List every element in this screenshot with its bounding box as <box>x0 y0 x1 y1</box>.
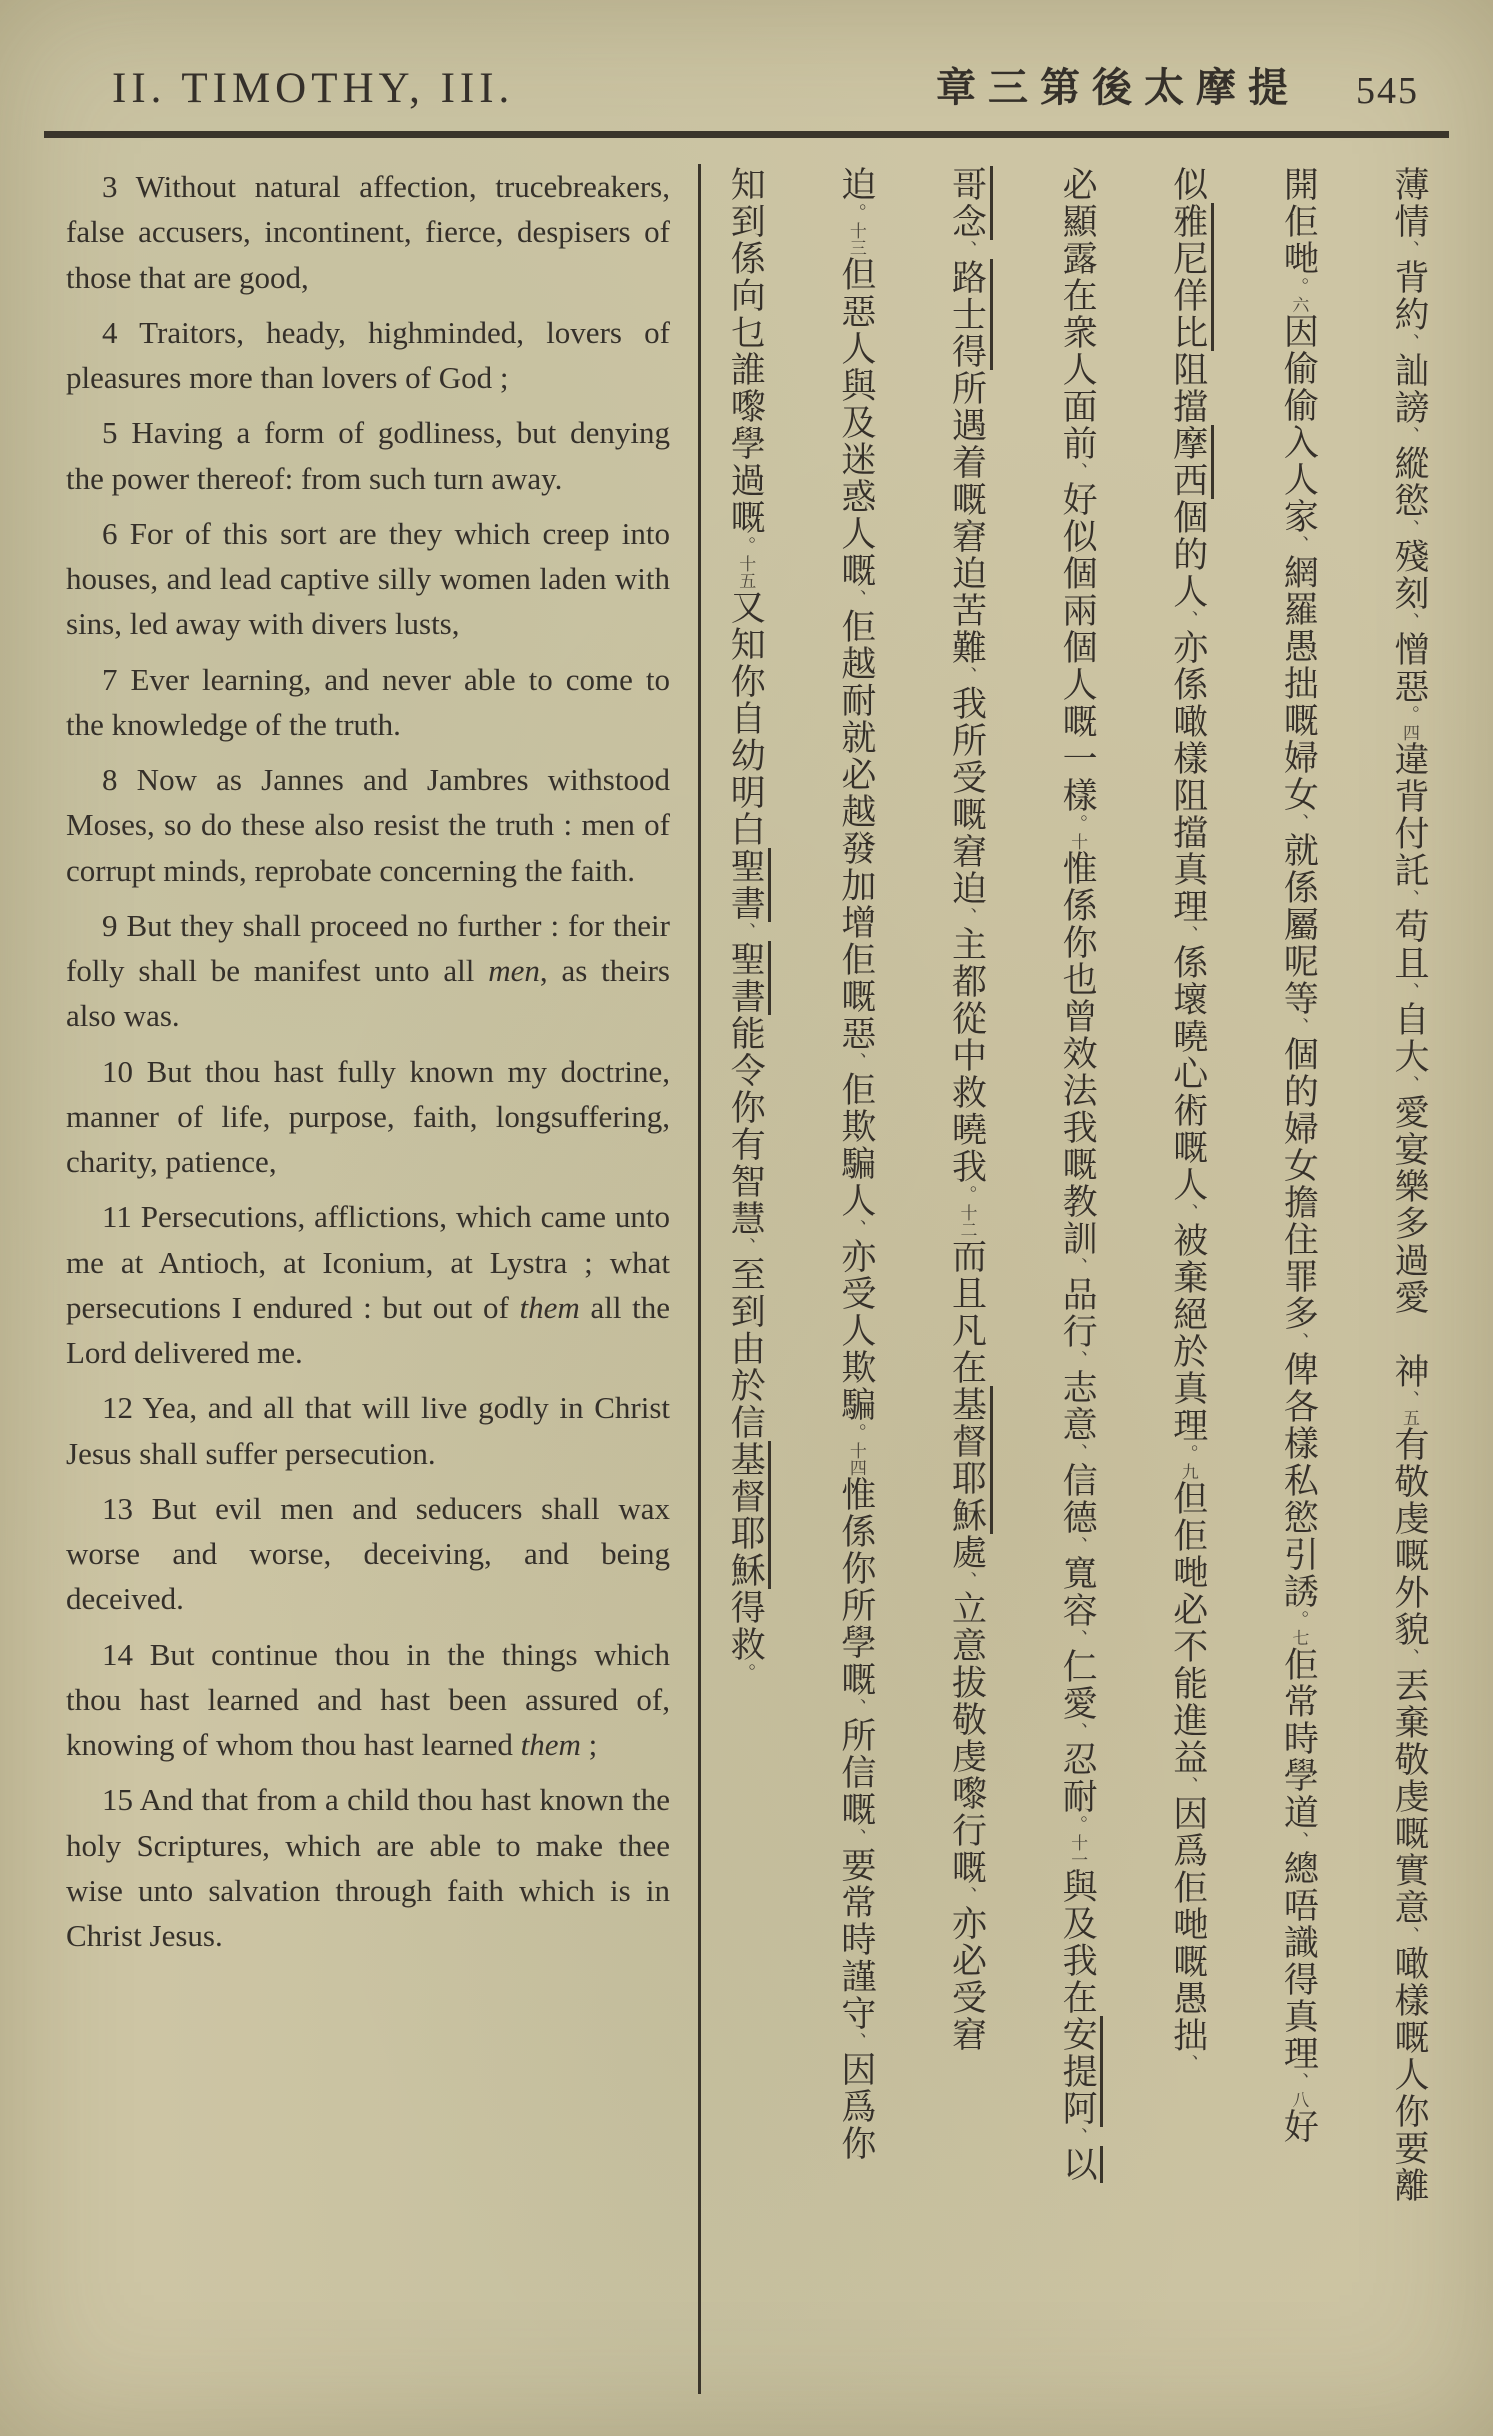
chinese-column: 似雅尼佯比阻擋摩西個的人、亦係噉樣阻擋真理、係壞曉心術嘅人、被棄絕於真理。九但佢哋必不能進益、因爲佢哋嘅愚拙、 <box>1168 166 1208 2394</box>
chinese-column: 哥念、路士得所遇着嘅窘迫苦難、我所受嘅窘迫、主都從中救曉我。十二而且凡在基督耶穌處、立意拔敬虔嚟行嘅、亦必受窘 <box>946 166 986 2394</box>
verse-paragraph: 5 Having a form of godliness, but denying the power thereof: from such turn away. <box>66 415 670 496</box>
verse-paragraph: 14 But continue thou in the things which thou hast learned and hast been assured of, knowing of whom thou hast learned them ; <box>66 1636 670 1762</box>
verse-paragraph: 10 But thou hast fully known my doctrine, manner of life, purpose, faith, longsuffering, charity, patience, <box>66 1053 670 1179</box>
verse-paragraph: 9 But they shall proceed no further : for their folly shall be manifest unto all men, as theirs also was. <box>66 907 670 1034</box>
verse-paragraph: 13 But evil men and seducers shall wax worse and worse, deceiving, and being deceived. <box>66 1490 670 1617</box>
verse-paragraph: 4 Traitors, heady, highminded, lovers of pleasures more than lovers of God ; <box>66 314 670 395</box>
header-rule <box>44 131 1449 138</box>
page-header <box>0 0 1493 127</box>
chinese-column: 薄情、背約、訕謗、縱慾、殘刻、憎惡。四違背付託、苟且、自大、愛宴樂多過愛 神、五有敬虔嘅外貌、丟棄敬虔嘅實意、噉樣嘅人你要離 <box>1389 166 1429 2204</box>
english-text-column <box>66 164 670 2394</box>
chinese-column: 知到係向乜誰嚟學過嘅。十五又知你自幼明白聖書、聖書能令你有智慧、至到由於信基督耶穌得救。 <box>725 166 765 2394</box>
header-right-group <box>936 56 1419 113</box>
chinese-column: 必顯露在衆人面前、好似個兩個人嘅一樣。十惟係你也曾效法我嘅教訓、品行、志意、信德、寬容、仁愛、忍耐。十一與及我在安提阿、以 <box>1057 166 1097 2394</box>
verse-paragraph: 15 And that from a child thou hast known the holy Scriptures, which are able to make thee wise unto salvation through faith which is in Christ Jesus. <box>66 1782 670 1953</box>
verse-paragraph: 3 Without natural affection, trucebreakers, false accusers, incontinent, fierce, despisers of those that are good, <box>66 169 670 295</box>
page-number: 545 <box>1356 70 1419 112</box>
verse-paragraph: 11 Persecutions, afflictions, which came unto me at Antioch, at Iconium, at Lystra ; what persecutions I endured : but out of them all the Lord delivered me. <box>66 1199 671 1370</box>
verse-paragraph: 8 Now as Jannes and Jambres withstood Moses, so do these also resist the truth : men of corrupt minds, reprobate concerning the faith. <box>66 762 670 888</box>
verse-paragraph: 7 Ever learning, and never able to come to the knowledge of the truth. <box>66 661 670 742</box>
column-divider <box>698 164 701 2394</box>
verse-paragraph: 6 For of this sort are they which creep into houses, and lead captive silly women laden with sins, led away with divers lusts, <box>66 515 670 642</box>
chinese-running-title: 章三第後太摩提 <box>936 65 1300 111</box>
verse-paragraph: 12 Yea, and all that will live godly in Christ Jesus shall suffer persecution. <box>66 1390 670 1471</box>
chinese-column: 開佢哋。六因偷偷入人家、網羅愚拙嘅婦女、就係屬呢等、個的婦女擔住罪多、俾各樣私慾引誘。七佢常時學道、總唔識得真理、八好 <box>1278 166 1319 2145</box>
chinese-column: 迫。十三但惡人與及迷惑人嘅、佢越耐就必越發加增佢嘅惡、佢欺騙人、亦受人欺騙。十四惟係你所學嘅、所信嘅、要常時謹守、因爲你 <box>835 166 876 2162</box>
page-body <box>0 138 1493 2436</box>
english-running-title: II. TIMOTHY, III. <box>112 65 515 112</box>
chinese-text-column <box>723 164 1437 2394</box>
